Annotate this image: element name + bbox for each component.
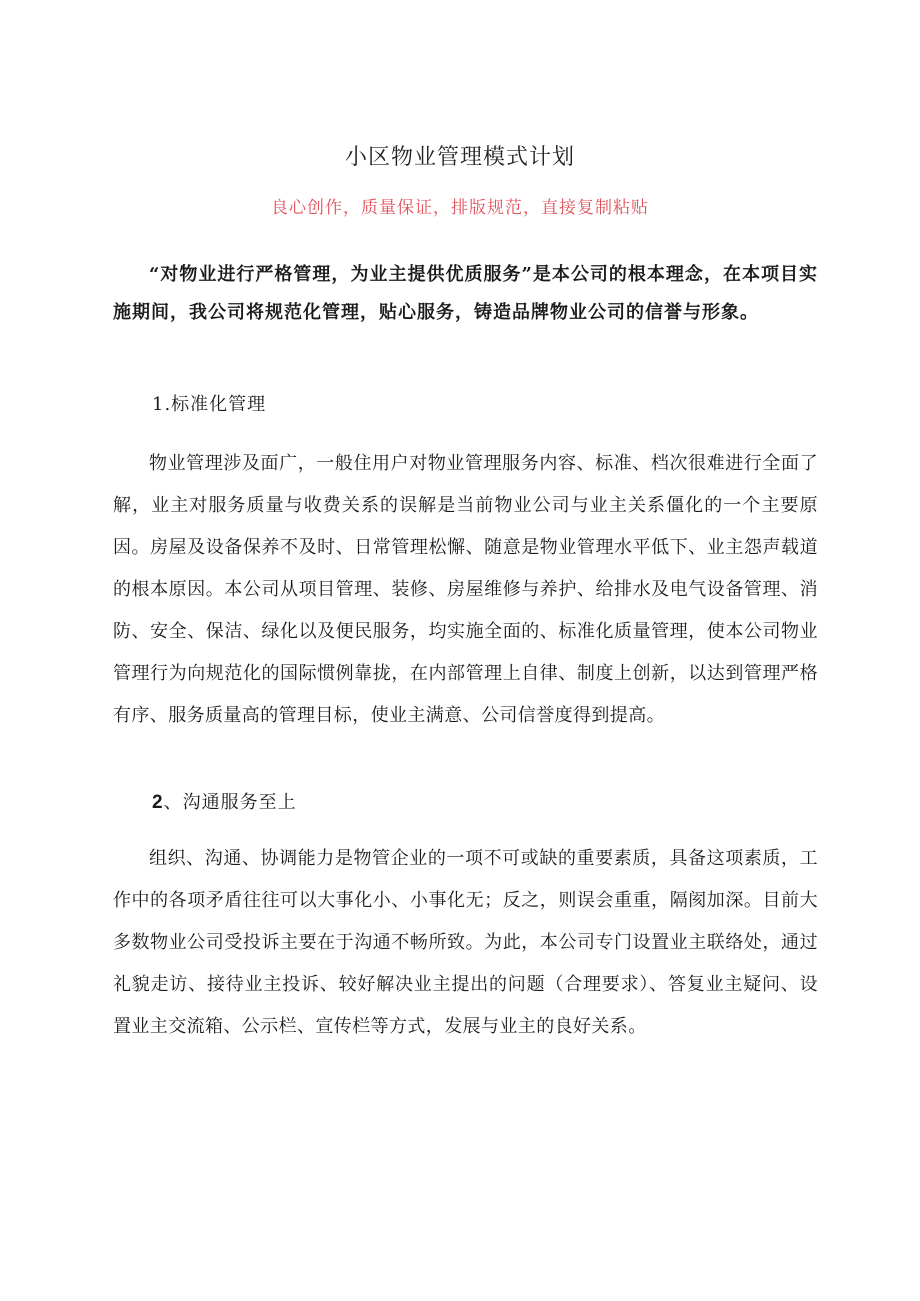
intro-paragraph: “对物业进行严格管理，为业主提供优质服务”是本公司的根本理念，在本项目实施期间，我公司将规范化管理，贴心服务，铸造品牌物业公司的信誉与形象。 [113, 264, 818, 323]
section-number-2: 2 [152, 792, 164, 813]
section-body-1: 物业管理涉及面广，一般住用户对物业管理服务内容、标准、档次很难进行全面了解，业主对服务质量与收费关系的误解是当前物业公司与业主关系僵化的一个主要原因。房屋及设备保养不及时、日常管理松懈、随意是物业管理水平低下、业主怨声载道的根本原因。本公司从项目管理、装修、房屋维修与养护、给排水及电气设备管理、消防、安全、保洁、绿化以及便民服务，均实施全面的、标准化质量管理，使本公司物业管理行为向规范化的国际惯例靠拢，在内部管理上自律、制度上创新，以达到管理严格有序、服务质量高的管理目标，使业主满意、公司信誉度得到提高。 [113, 453, 818, 726]
section-heading-1: 1.标准化管理 [152, 394, 267, 415]
section-heading-2 [152, 788, 297, 814]
section-body-2: 组织、沟通、协调能力是物管企业的一项不可或缺的重要素质，具备这项素质，工作中的各项矛盾往往可以大事化小、小事化无；反之，则误会重重，隔阂加深。目前大多数物业公司受投诉主要在于沟通不畅所致。为此，本公司专门设置业主联络处，通过礼貌走访、接待业主投诉、较好解决业主提出的问题（合理要求）、答复业主疑问、设置业主交流箱、公示栏、宣传栏等方式，发展与业主的良好关系。 [113, 848, 818, 1037]
document-title: 小区物业管理模式计划 [344, 145, 575, 170]
document-subtitle: 良心创作，质量保证，排版规范，直接复制粘贴 [271, 198, 649, 218]
section-heading-2-text: 、沟通服务至上 [163, 792, 297, 813]
